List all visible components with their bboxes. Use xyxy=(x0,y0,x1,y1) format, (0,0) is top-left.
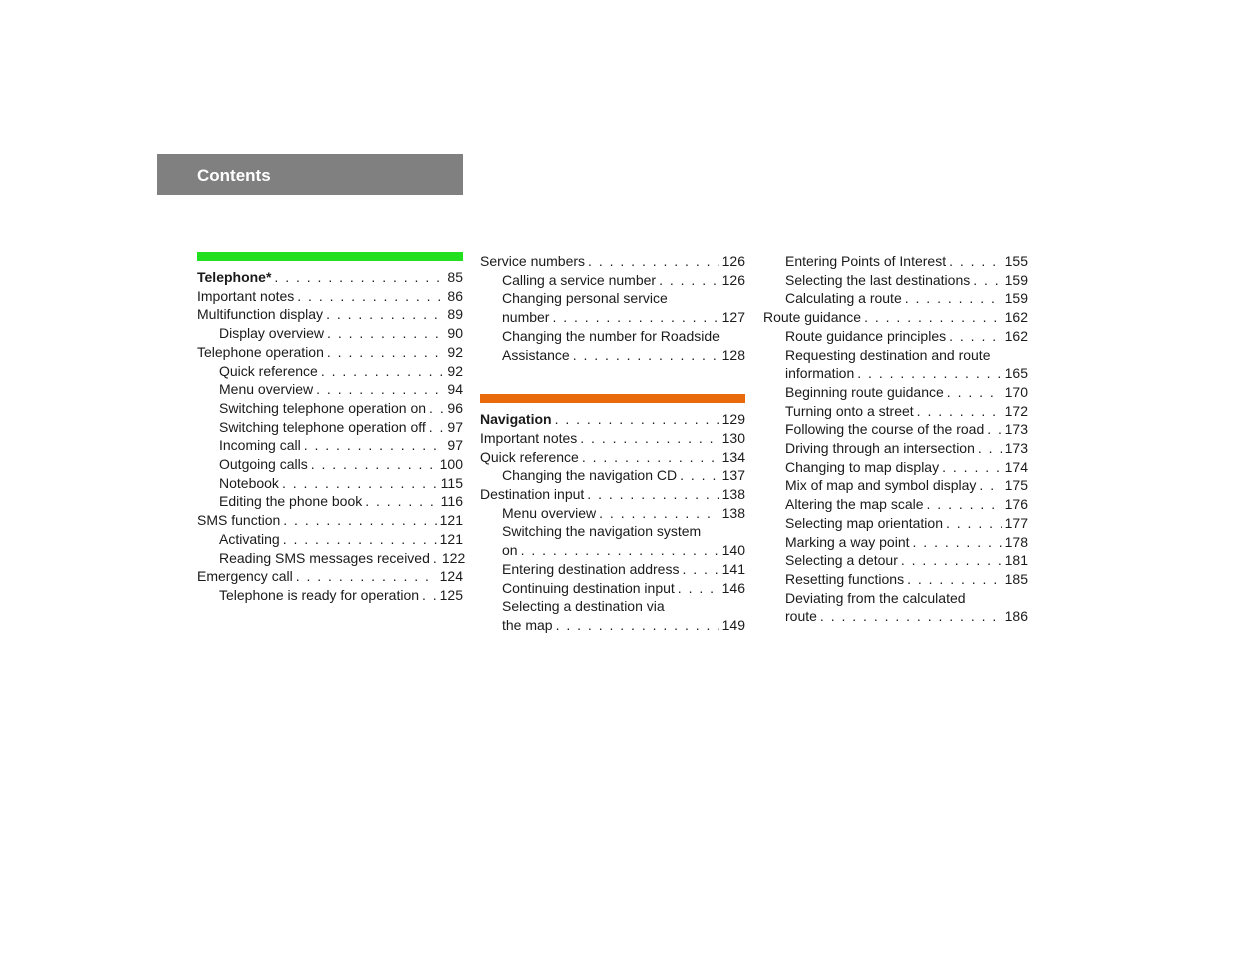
leader-dots xyxy=(864,308,1002,327)
leader-dots xyxy=(947,383,1002,402)
leader-dots xyxy=(327,343,445,362)
toc-entry-label: Service numbers xyxy=(480,253,586,269)
toc-entry-page-number: 96 xyxy=(447,399,463,416)
leader-dots xyxy=(946,514,1002,533)
leader-dots xyxy=(296,567,437,586)
toc-entry-label: Selecting the last destinations xyxy=(785,271,971,288)
toc-entry-label: Multifunction display xyxy=(197,306,324,323)
toc-entry-page-number: 92 xyxy=(447,343,463,360)
leader-dots xyxy=(927,495,1002,514)
toc-entry-label: Entering destination address xyxy=(502,560,680,577)
toc-entry-label-line1: Switching the navigation system xyxy=(502,523,702,540)
toc-entry-label-line1: Changing the number for Roadside xyxy=(502,327,720,344)
toc-entry-page-number: 115 xyxy=(440,474,463,491)
leader-dots xyxy=(433,549,439,568)
toc-entry[interactable] xyxy=(763,402,1028,421)
toc-entry[interactable] xyxy=(197,511,463,530)
toc-entry-label: SMS function xyxy=(197,512,281,529)
leader-dots xyxy=(316,380,444,399)
toc-entry-page-number: 125 xyxy=(439,586,463,603)
toc-entry[interactable] xyxy=(480,504,745,523)
leader-dots xyxy=(857,364,1001,383)
leader-dots xyxy=(901,551,1002,570)
toc-entry-page-number: 185 xyxy=(1004,570,1028,587)
toc-entry[interactable] xyxy=(763,495,1028,514)
toc-entry[interactable] xyxy=(480,346,745,365)
leader-dots xyxy=(327,324,444,343)
toc-entry-label: Driving through an intersection xyxy=(785,440,975,457)
navigation-entry-list xyxy=(480,410,745,634)
leader-dots xyxy=(556,616,719,635)
toc-entry-page-number: 170 xyxy=(1004,383,1028,400)
toc-entry-label: Menu overview xyxy=(502,504,597,521)
toc-entry-label: Outgoing calls xyxy=(219,456,308,473)
toc-column-services-navigation xyxy=(480,252,745,635)
toc-entry[interactable] xyxy=(480,271,745,290)
toc-entry-page-number: 159 xyxy=(1004,290,1028,307)
leader-dots xyxy=(987,420,1001,439)
toc-entry-page-number: 127 xyxy=(721,309,745,326)
toc-entry-label: Notebook xyxy=(219,474,279,491)
leader-dots xyxy=(680,466,719,485)
toc-entry[interactable] xyxy=(480,579,745,598)
toc-entry-page-number: 141 xyxy=(721,560,745,577)
toc-entry-page-number: 137 xyxy=(721,467,745,484)
toc-entry-page-number: 172 xyxy=(1004,402,1028,419)
leader-dots xyxy=(311,455,437,474)
telephone-entry-list xyxy=(197,268,466,605)
toc-entry-page-number: 176 xyxy=(1004,496,1028,513)
leader-dots xyxy=(907,570,1002,589)
toc-entry-label: Altering the map scale xyxy=(785,496,924,513)
toc-entry[interactable] xyxy=(197,530,463,549)
toc-entry-label: Destination input xyxy=(480,486,585,503)
toc-entry[interactable] xyxy=(763,533,1028,552)
toc-entry-page-number: 86 xyxy=(447,287,463,304)
toc-entry-label: Route guidance xyxy=(763,309,862,326)
leader-dots xyxy=(905,289,1002,308)
leader-dots xyxy=(582,448,719,467)
leader-dots xyxy=(917,402,1002,421)
toc-entry-label: Telephone* xyxy=(197,269,272,285)
toc-entry[interactable] xyxy=(197,455,463,474)
toc-entry-label: Activating xyxy=(219,530,280,547)
toc-entry-page-number: 175 xyxy=(1004,477,1028,494)
leader-dots xyxy=(365,492,437,511)
leader-dots xyxy=(552,308,718,327)
toc-entry[interactable] xyxy=(763,327,1028,346)
toc-entry-page-number: 159 xyxy=(1004,271,1028,288)
leader-dots xyxy=(283,530,437,549)
toc-entry-label: Resetting functions xyxy=(785,570,905,587)
leader-dots xyxy=(949,252,1002,271)
toc-entry[interactable] xyxy=(763,458,1028,477)
toc-entry-label-line1: Selecting a destination via xyxy=(502,598,665,615)
toc-entry-page-number: 173 xyxy=(1004,421,1028,438)
leader-dots xyxy=(913,533,1002,552)
toc-entry-label: Entering Points of Interest xyxy=(785,253,947,269)
toc-entry[interactable] xyxy=(197,492,463,511)
page-title: Contents xyxy=(197,166,271,185)
toc-entry-label: Calling a service number xyxy=(502,271,657,288)
toc-entry[interactable] xyxy=(197,418,463,437)
toc-entry-page-number: 89 xyxy=(447,306,463,323)
toc-entry[interactable] xyxy=(197,380,463,399)
leader-dots xyxy=(678,579,719,598)
leader-dots xyxy=(304,436,445,455)
toc-entry-page-number: 177 xyxy=(1004,514,1028,531)
toc-entry-label: Quick reference xyxy=(480,448,579,465)
toc-entry[interactable] xyxy=(763,289,1028,308)
toc-entry[interactable] xyxy=(197,362,463,381)
toc-entry-label: Display overview xyxy=(219,325,325,342)
leader-dots xyxy=(321,362,445,381)
toc-column-route-guidance xyxy=(763,252,1028,626)
toc-entry-label: Emergency call xyxy=(197,568,293,585)
leader-dots xyxy=(588,252,719,271)
leader-dots xyxy=(659,271,719,290)
toc-entry[interactable] xyxy=(763,420,1028,439)
toc-entry[interactable] xyxy=(763,383,1028,402)
toc-entry[interactable] xyxy=(763,476,1028,495)
toc-entry-label: Marking a way point xyxy=(785,533,910,550)
toc-entry-label: Telephone operation xyxy=(197,343,324,360)
toc-entry-label-line1: Changing personal service xyxy=(502,290,668,307)
toc-entry-label: Continuing destination input xyxy=(502,579,675,596)
toc-section-entry[interactable] xyxy=(480,410,745,429)
toc-entry-page-number: 138 xyxy=(721,486,745,503)
toc-entry[interactable] xyxy=(197,567,463,586)
route-entry-list xyxy=(763,252,1028,626)
section-gap xyxy=(480,364,745,394)
toc-entry[interactable] xyxy=(197,399,463,418)
toc-entry-page-number: 186 xyxy=(1004,608,1028,625)
toc-entry-label: Quick reference xyxy=(219,362,318,379)
toc-entry-page-number: 146 xyxy=(721,579,745,596)
toc-entry[interactable] xyxy=(197,474,463,493)
toc-entry[interactable] xyxy=(197,305,463,324)
toc-entry-label: Assistance xyxy=(502,346,570,363)
toc-entry[interactable] xyxy=(197,549,466,568)
toc-entry-page-number: 122 xyxy=(441,549,466,566)
toc-entry[interactable] xyxy=(763,364,1028,383)
leader-dots xyxy=(573,346,719,365)
toc-entry-page-number: 165 xyxy=(1004,365,1028,382)
toc-entry-page-number: 97 xyxy=(447,437,463,454)
toc-entry-label: Editing the phone book xyxy=(219,493,363,510)
toc-entry-label: Changing to map display xyxy=(785,458,940,475)
toc-entry[interactable] xyxy=(763,514,1028,533)
toc-entry-label: on xyxy=(502,542,518,559)
toc-entry[interactable] xyxy=(480,616,745,635)
toc-entry[interactable] xyxy=(197,287,463,306)
navigation-section-bar xyxy=(480,394,745,403)
telephone-section-bar xyxy=(197,252,463,261)
toc-entry-label: Selecting map orientation xyxy=(785,514,943,531)
toc-entry[interactable] xyxy=(480,429,745,448)
toc-entry[interactable] xyxy=(763,551,1028,570)
leader-dots xyxy=(297,287,444,306)
toc-entry-label: Navigation xyxy=(480,411,552,428)
toc-entry-page-number: 140 xyxy=(721,542,745,559)
toc-entry-label: route xyxy=(785,608,817,625)
toc-entry-label: Turning onto a street xyxy=(785,402,914,419)
toc-entry-page-number: 100 xyxy=(439,456,463,473)
toc-entry-page-number: 121 xyxy=(439,530,463,547)
contents-header-band xyxy=(157,154,463,195)
toc-entry-page-number: 149 xyxy=(721,616,745,633)
toc-entry-label: Beginning route guidance xyxy=(785,383,944,400)
toc-entry[interactable] xyxy=(480,541,745,560)
toc-entry-page-number: 126 xyxy=(721,253,745,269)
toc-entry[interactable] xyxy=(763,308,1028,327)
leader-dots xyxy=(422,586,437,605)
toc-entry-label: Incoming call xyxy=(219,437,301,454)
toc-entry-label-line1: Deviating from the calculated xyxy=(785,589,966,606)
toc-entry-label-line1: Requesting destination and route xyxy=(785,346,991,363)
toc-entry-page-number: 92 xyxy=(447,362,463,379)
toc-entry[interactable] xyxy=(763,271,1028,290)
toc-column-telephone xyxy=(197,252,466,605)
toc-entry-label: Following the course of the road xyxy=(785,421,985,438)
toc-entry-page-number: 121 xyxy=(439,512,463,529)
toc-entry-page-number: 155 xyxy=(1004,253,1028,269)
toc-entry[interactable] xyxy=(197,324,463,343)
toc-entry-page-number: 126 xyxy=(721,271,745,288)
toc-entry[interactable] xyxy=(480,466,745,485)
toc-entry[interactable] xyxy=(480,448,745,467)
toc-entry[interactable] xyxy=(763,570,1028,589)
toc-entry[interactable] xyxy=(763,607,1028,626)
service-entry-list xyxy=(480,252,745,364)
leader-dots xyxy=(978,439,1002,458)
leader-dots xyxy=(580,429,718,448)
toc-entry-label: Switching telephone operation on xyxy=(219,399,427,416)
leader-dots xyxy=(521,541,719,560)
toc-entry-page-number: 116 xyxy=(440,493,463,510)
toc-entry-page-number: 129 xyxy=(721,411,745,428)
leader-dots xyxy=(973,271,1001,290)
toc-entry[interactable] xyxy=(480,560,745,579)
toc-entry-page-number: 128 xyxy=(721,346,745,363)
leader-dots xyxy=(682,560,718,579)
toc-entry-page-number: 94 xyxy=(447,381,463,398)
toc-entry-page-number: 90 xyxy=(447,325,463,342)
toc-entry-page-number: 85 xyxy=(447,269,463,285)
toc-section-entry[interactable] xyxy=(197,268,463,287)
toc-entry-label: number xyxy=(502,309,550,326)
leader-dots xyxy=(587,485,718,504)
toc-entry-label: information xyxy=(785,365,855,382)
toc-entry-page-number: 124 xyxy=(439,568,463,585)
toc-entry[interactable] xyxy=(763,252,1028,271)
toc-entry-label: Important notes xyxy=(197,287,295,304)
toc-entry[interactable] xyxy=(197,586,463,605)
leader-dots xyxy=(979,476,1001,495)
toc-entry-label: Selecting a detour xyxy=(785,552,898,569)
toc-entry[interactable] xyxy=(480,252,745,271)
toc-entry-label: Switching telephone operation off xyxy=(219,418,426,435)
toc-entry[interactable] xyxy=(480,308,745,327)
toc-entry-page-number: 97 xyxy=(447,418,463,435)
toc-entry-page-number: 162 xyxy=(1004,309,1028,326)
toc-entry-page-number: 162 xyxy=(1004,327,1028,344)
toc-entry-page-number: 130 xyxy=(721,429,745,446)
toc-entry[interactable] xyxy=(197,436,463,455)
toc-entry-label: Telephone is ready for operation xyxy=(219,586,420,603)
toc-entry-label: the map xyxy=(502,616,553,633)
toc-entry-page-number: 174 xyxy=(1004,458,1028,475)
leader-dots xyxy=(942,458,1002,477)
toc-entry-page-number: 178 xyxy=(1004,533,1028,550)
toc-entry-page-number: 138 xyxy=(721,504,745,521)
leader-dots xyxy=(282,474,438,493)
toc-entry[interactable] xyxy=(197,343,463,362)
toc-entry-label: Route guidance principles xyxy=(785,327,947,344)
toc-entry-page-number: 134 xyxy=(721,448,745,465)
leader-dots xyxy=(820,607,1002,626)
toc-entry-label: Important notes xyxy=(480,429,578,446)
toc-entry-label: Changing the navigation CD xyxy=(502,467,678,484)
toc-entry-label: Reading SMS messages received xyxy=(219,549,430,566)
toc-entry-label: Calculating a route xyxy=(785,290,902,307)
leader-dots xyxy=(599,504,718,523)
toc-entry-label: Mix of map and symbol display xyxy=(785,477,977,494)
leader-dots xyxy=(429,399,444,418)
leader-dots xyxy=(555,410,719,429)
leader-dots xyxy=(274,268,444,287)
toc-entry-label: Menu overview xyxy=(219,381,314,398)
leader-dots xyxy=(326,305,444,324)
leader-dots xyxy=(429,418,445,437)
toc-entry-page-number: 181 xyxy=(1004,552,1028,569)
leader-dots xyxy=(949,327,1002,346)
toc-entry[interactable] xyxy=(480,485,745,504)
toc-entry-page-number: 173 xyxy=(1004,440,1028,457)
leader-dots xyxy=(283,511,436,530)
toc-entry[interactable] xyxy=(763,439,1028,458)
